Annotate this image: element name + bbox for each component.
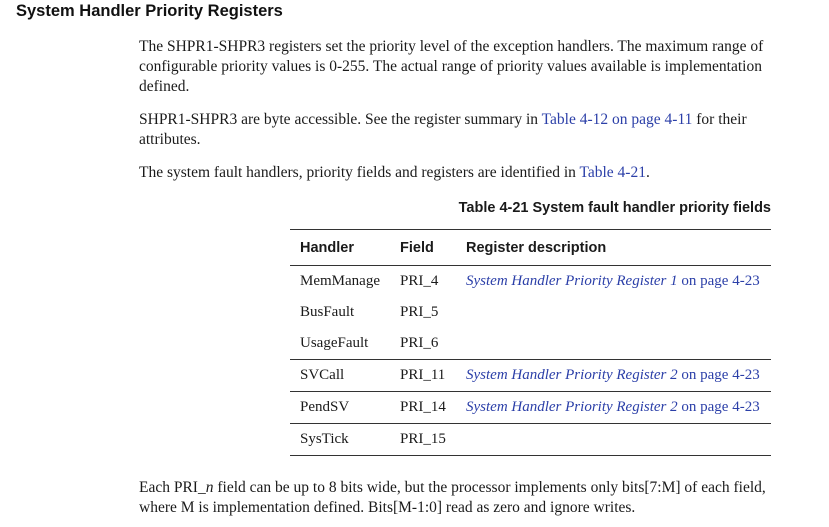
description-cell: [456, 297, 771, 328]
register-link[interactable]: System Handler Priority Register 2: [466, 399, 678, 415]
handler-cell: MemManage: [300, 273, 380, 289]
description-cell: [456, 328, 771, 360]
field-cell: PRI_14: [390, 392, 456, 424]
text-segment: The system fault handlers, priority fields and registers are identified in: [139, 164, 580, 181]
text-segment: .: [645, 164, 650, 181]
register-link[interactable]: System Handler Priority Register 2: [466, 367, 678, 383]
description-cell: [456, 360, 771, 392]
variable-n: n: [205, 479, 214, 496]
table-row: [290, 297, 771, 328]
table-row: [290, 392, 771, 424]
header-handler: Handler: [290, 230, 390, 266]
page-link[interactable]: on page 4-23: [677, 273, 760, 289]
field-cell: PRI_6: [400, 335, 439, 351]
field-cell: PRI_4: [400, 273, 439, 289]
table-header-row: [290, 230, 771, 266]
handler-cell: SysTick: [290, 424, 390, 456]
table-row: [290, 424, 771, 456]
field-cell: PRI_11: [390, 360, 456, 392]
page-link[interactable]: on page 4-23: [677, 399, 760, 415]
page-link[interactable]: on page 4-23: [677, 367, 760, 383]
description-cell: [456, 424, 771, 456]
table-4-21-link[interactable]: Table 4-21: [579, 164, 646, 181]
field-cell: PRI_15: [390, 424, 456, 456]
description-cell: [456, 266, 771, 298]
table-row: [290, 360, 771, 392]
priority-fields-table: [290, 229, 771, 456]
handler-cell: SVCall: [290, 360, 390, 392]
table-row: [290, 328, 771, 360]
section-heading: System Handler Priority Registers: [16, 2, 283, 20]
table-row: [290, 266, 771, 298]
handler-cell: BusFault: [300, 304, 355, 320]
header-field: Field: [390, 230, 456, 266]
handler-cell: PendSV: [290, 392, 390, 424]
text-segment: field can be up to 8 bits wide, but the processor implements only bits[7:M] of each field, where M is implementation defined. Bits[M-1:0] read as zero and ignore writes.: [139, 479, 766, 516]
description-cell: [456, 392, 771, 424]
handler-cell: UsageFault: [300, 335, 369, 351]
text-segment: SHPR1-SHPR3 are byte accessible. See the register summary in: [139, 111, 542, 128]
register-link[interactable]: System Handler Priority Register 1: [466, 273, 678, 289]
text-segment: Each PRI_: [139, 479, 206, 496]
field-width-paragraph: [139, 478, 779, 518]
byte-access-paragraph: [139, 110, 779, 150]
field-cell: PRI_5: [400, 304, 439, 320]
intro-paragraph: The SHPR1-SHPR3 registers set the priority level of the exception handlers. The maximum range of configurable priority values is 0-255. The actual range of priority values available is implementation defined.: [139, 38, 764, 95]
text-segment: for their attributes.: [139, 111, 747, 148]
header-register-description: Register description: [456, 230, 771, 266]
register-summary-link[interactable]: Table 4-12 on page 4-11: [541, 111, 693, 128]
fault-handlers-paragraph: [139, 163, 779, 183]
table-caption: Table 4-21 System fault handler priority fields: [458, 200, 771, 216]
